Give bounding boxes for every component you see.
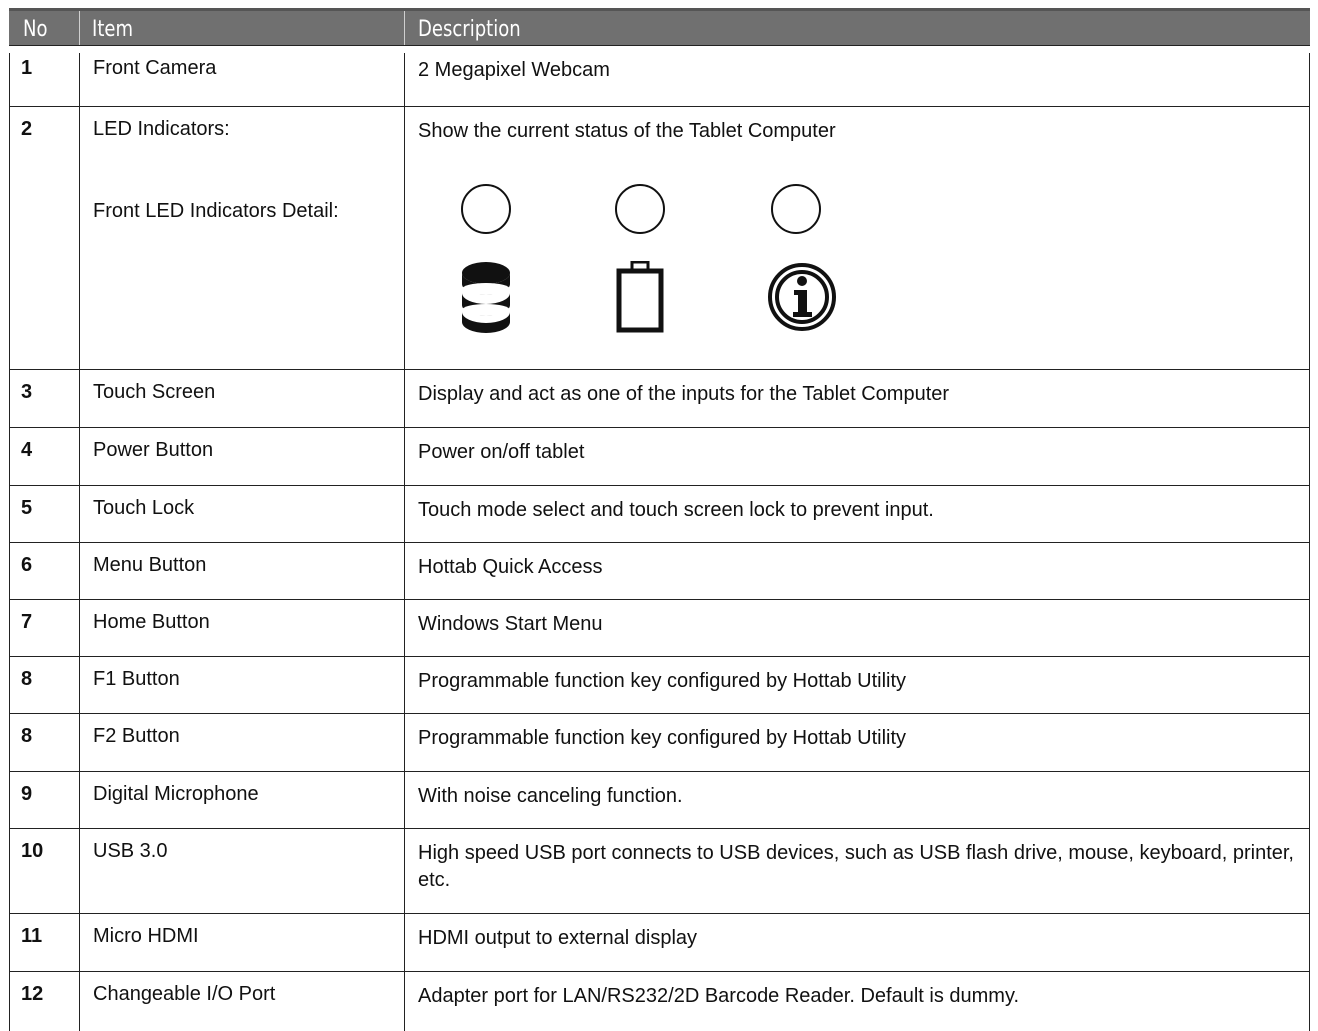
row-description: With noise canceling function. <box>418 785 683 807</box>
battery-icon <box>616 261 664 333</box>
row-number: 11 <box>21 925 43 947</box>
row-description: Programmable function key configured by Hottab Utility <box>418 670 907 692</box>
row-item: Digital Microphone <box>93 783 259 805</box>
table-row <box>9 913 1310 971</box>
table-row <box>9 656 1310 713</box>
table-row <box>9 45 1310 106</box>
led-indicator-3 <box>771 184 821 234</box>
row-number: 7 <box>21 611 33 633</box>
row-item: USB 3.0 <box>93 840 168 862</box>
row-number: 4 <box>21 439 33 461</box>
row-description: High speed USB port connects to USB devices, such as USB flash drive, mouse, keyboard, printer, etc. <box>418 842 1294 891</box>
row-item: F2 Button <box>93 725 180 747</box>
row-number: 1 <box>21 57 33 79</box>
row-description: Windows Start Menu <box>418 613 603 635</box>
table-row <box>9 713 1310 771</box>
led-indicator-2 <box>615 184 665 234</box>
storage-activity-icon <box>459 260 513 334</box>
header-description: Description <box>418 17 521 42</box>
info-icon <box>767 262 837 332</box>
table-row <box>9 971 1310 1028</box>
table-row <box>9 106 1310 369</box>
row-number: 9 <box>21 783 33 805</box>
header-item: Item <box>92 17 134 42</box>
table-row <box>9 369 1310 427</box>
row-number: 3 <box>21 381 33 403</box>
table-row <box>9 771 1310 828</box>
row-number: 8 <box>21 725 33 747</box>
row-number: 5 <box>21 497 33 519</box>
row-item: Touch Screen <box>93 381 216 403</box>
row-description: Touch mode select and touch screen lock to prevent input. <box>418 499 934 521</box>
row-item: Menu Button <box>93 554 207 576</box>
row-item: Home Button <box>93 611 210 633</box>
row-item: F1 Button <box>93 668 180 690</box>
row-number: 12 <box>21 983 44 1005</box>
row-item: Changeable I/O Port <box>93 983 276 1005</box>
row-number: 8 <box>21 668 33 690</box>
table-row <box>9 485 1310 542</box>
row-number: 6 <box>21 554 33 576</box>
row-item: Micro HDMI <box>93 925 199 947</box>
row-description: Display and act as one of the inputs for the Tablet Computer <box>418 383 950 405</box>
specification-table <box>9 8 1310 1028</box>
table-row <box>9 828 1310 913</box>
row-item: LED Indicators: <box>93 118 230 140</box>
table-row <box>9 542 1310 599</box>
row-item: Touch Lock <box>93 497 195 519</box>
row-description: Show the current status of the Tablet Computer <box>418 120 836 142</box>
row-number: 2 <box>21 118 33 140</box>
table-row <box>9 599 1310 656</box>
header-no: No <box>23 17 48 42</box>
row-item-sub: Front LED Indicators Detail: <box>93 200 339 222</box>
table-row <box>9 427 1310 485</box>
row-description: Programmable function key configured by Hottab Utility <box>418 727 907 749</box>
row-description: Adapter port for LAN/RS232/2D Barcode Reader. Default is dummy. <box>418 985 1020 1007</box>
row-description: 2 Megapixel Webcam <box>418 59 610 81</box>
row-item: Power Button <box>93 439 214 461</box>
led-indicator-1 <box>461 184 511 234</box>
table-header <box>9 8 1310 45</box>
row-number: 10 <box>21 840 44 862</box>
row-description: Hottab Quick Access <box>418 556 603 578</box>
row-description: HDMI output to external display <box>418 927 698 949</box>
row-item: Front Camera <box>93 57 217 79</box>
row-description: Power on/off tablet <box>418 441 585 463</box>
